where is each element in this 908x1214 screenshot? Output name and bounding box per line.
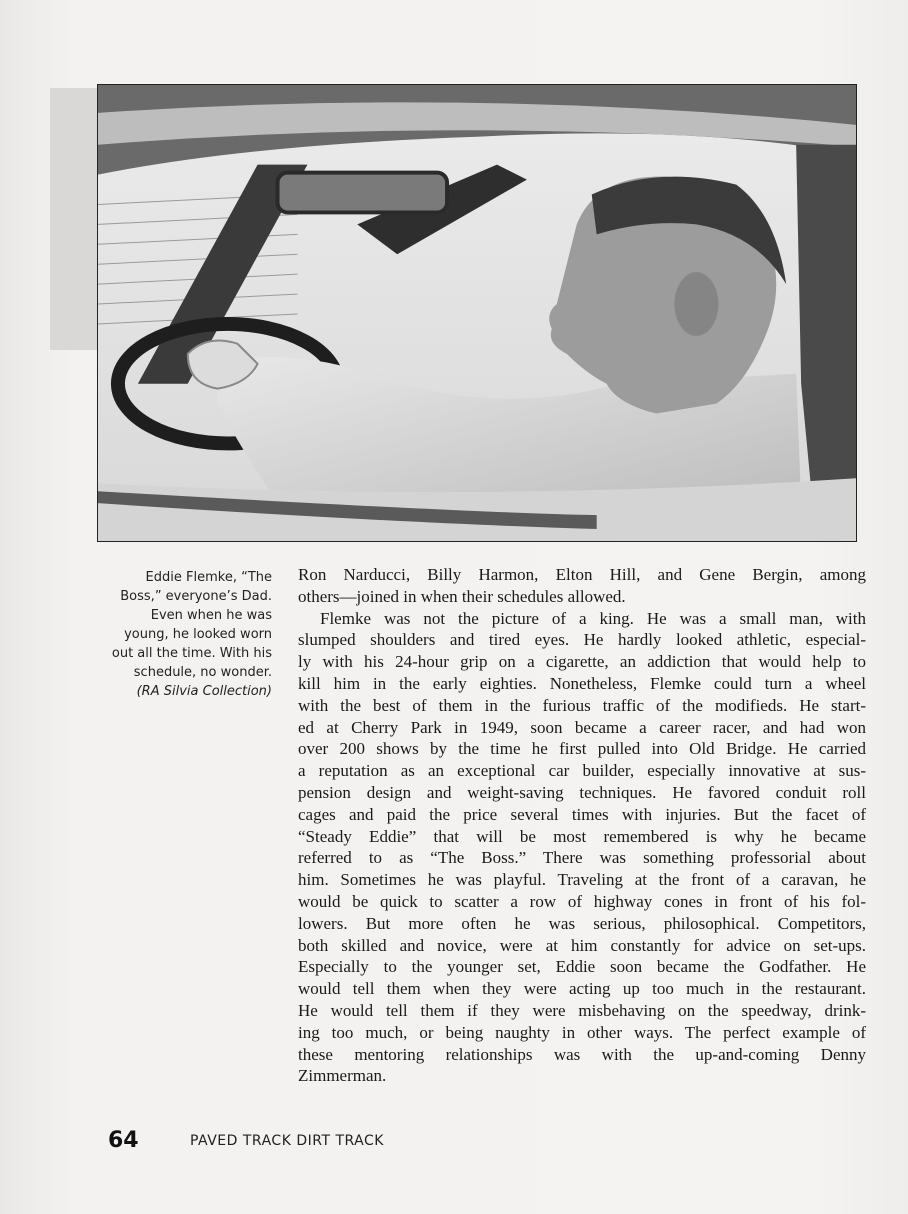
caption-line: Eddie Flemke, “The (145, 570, 272, 585)
body-line: would be quick to scatter a row of highway cones in front of his fol- (298, 891, 866, 911)
body-paragraphs (298, 564, 866, 1087)
caption-line: Boss,” everyone’s Dad. (120, 589, 272, 604)
body-line: Zimmerman. (298, 1066, 387, 1086)
photo-driver-in-car (98, 85, 856, 541)
running-head: PAVED TRACK DIRT TRACK (190, 1133, 384, 1149)
body-line: He would tell them if they were misbehaving on the speedway, drink- (298, 1000, 866, 1020)
caption-line: young, he looked worn (124, 627, 272, 642)
body-line: these mentoring relationships was with the up-and-coming Denny (298, 1044, 866, 1064)
caption-credit: (RA Silvia Collection) (136, 684, 272, 699)
body-line: referred to as “The Boss.” There was something professorial about (298, 848, 866, 868)
caption-line: Even when he was (150, 608, 272, 623)
body-line: ed at Cherry Park in 1949, soon became a career racer, and had won (298, 717, 866, 737)
body-line: others—joined in when their schedules allowed. (298, 586, 626, 606)
body-line: lowers. But more often he was serious, philosophical. Competitors, (298, 913, 866, 933)
body-line: ly with his 24-hour grip on a cigarette, an addiction that would help to (298, 652, 866, 672)
body-line: kill him in the early eighties. Nonetheless, Flemke could turn a wheel (298, 673, 866, 693)
photograph (97, 84, 857, 542)
body-line: ing too much, or being naughty in other ways. The perfect example of (298, 1022, 866, 1042)
body-line: would tell them when they were acting up too much in the restaurant. (298, 979, 866, 999)
photo-caption (60, 568, 272, 701)
body-line: pension design and weight-saving techniques. He favored conduit roll (298, 782, 866, 802)
body-line: cages and paid the price several times with injuries. But the facet of (298, 804, 866, 824)
body-line: Ron Narducci, Billy Harmon, Elton Hill, and Gene Bergin, among (298, 565, 866, 584)
body-line: with the best of them in the furious traffic of the modifieds. He start- (298, 695, 866, 715)
bleed-shadow (50, 88, 102, 350)
body-line: Especially to the younger set, Eddie soon became the Godfather. He (298, 957, 866, 977)
body-line: “Steady Eddie” that will be most remembered is why he became (298, 826, 866, 846)
body-line: slumped shoulders and tired eyes. He hardly looked athletic, especial- (298, 630, 866, 650)
body-line: over 200 shows by the time he first pulled into Old Bridge. He carried (298, 739, 866, 759)
body-line: a reputation as an exceptional car builder, especially innovative at sus- (298, 761, 866, 781)
body-line: both skilled and novice, were at him constantly for advice on set-ups. (298, 935, 866, 955)
caption-line: schedule, no wonder. (133, 665, 272, 680)
body-line: him. Sometimes he was playful. Traveling at the front of a caravan, he (298, 870, 866, 890)
page-number: 64 (108, 1128, 139, 1153)
caption-line: out all the time. With his (111, 646, 272, 661)
body-line: Flemke was not the picture of a king. He was a small man, with (320, 608, 866, 628)
